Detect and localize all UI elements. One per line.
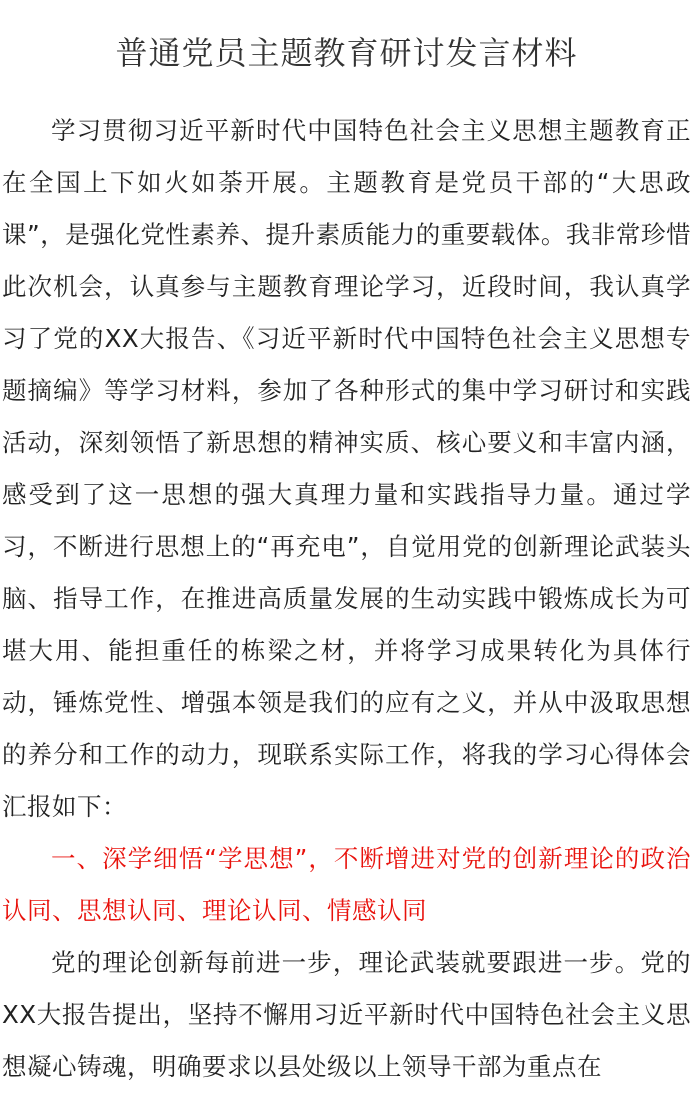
document-title: 普通党员主题教育研讨发言材料 [115,34,578,72]
intro-paragraph: 学习贯彻习近平新时代中国特色社会主义思想主题教育正在全国上下如火如荼开展。主题教育是党员干部的“大思政课”，是强化党性素养、提升素质能力的重要载体。我非常珍惜此次机会，认真参与主题教育理论学习，近段时间，我认真学习了党的XX大报告、《习近平新时代中国特色社会主义思想专题摘编》等学习材料，参加了各种形式的集中学习研讨和实践活动，深刻领悟了新思想的精神实质、核心要义和丰富内涵，感受到了这一思想的强大真理力量和实践指导力量。通过学习，不断进行思想上的“再充电”，自觉用党的创新理论武装头脑、指导工作，在推进高质量发展的生动实践中锻炼成长为可堪大用、能担重任的栋梁之材，并将学习成果转化为具体行动，锤炼党性、增强本领是我们的应有之义，并从中汲取思想的养分和工作的动力，现联系实际工作，将我的学习心得体会汇报如下： [2,116,691,821]
document-body [2,105,691,1093]
section-heading: 一、深学细悟“学思想”，不断增进对党的创新理论的政治认同、思想认同、理论认同、情感认同 [2,844,691,925]
section-paragraph: 党的理论创新每前进一步，理论武装就要跟进一步。党的XX大报告提出，坚持不懈用习近平新时代中国特色社会主义思想凝心铸魂，明确要求以县处级以上领导干部为重点在 [2,948,691,1081]
